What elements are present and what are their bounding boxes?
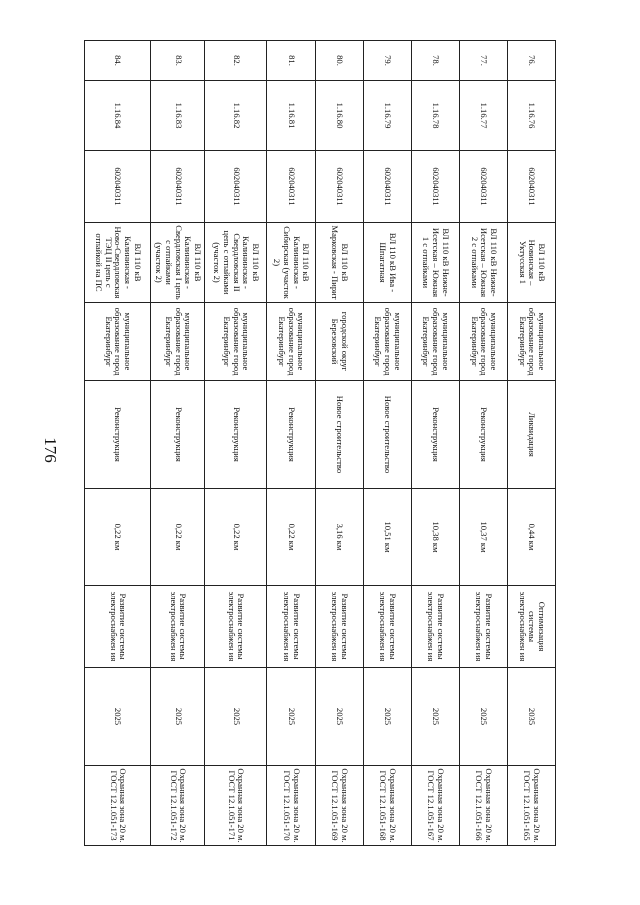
cell-location: муниципальное образование город Екатеринбург [459, 303, 507, 381]
table-row [459, 41, 507, 846]
cell-year: 2025 [411, 668, 459, 766]
cell-num: 76. [507, 41, 555, 81]
cell-code: 1.16.79 [363, 81, 411, 151]
cell-code: 1.16.80 [315, 81, 363, 151]
cell-code: 1.16.84 [85, 81, 151, 151]
cell-num: 80. [315, 41, 363, 81]
cell-year: 2025 [85, 668, 151, 766]
cell-action: Реконструкция [205, 381, 267, 489]
cell-purpose: Развитие системы электроснабжен ия [411, 586, 459, 668]
cell-code: 1.16.81 [267, 81, 315, 151]
cell-purpose: Развитие системы электроснабжен ия [267, 586, 315, 668]
cell-location: муниципальное образование город Екатеринбург [411, 303, 459, 381]
cell-name: ВЛ 110 кВ Нижне-Исетская – Южная 2 с отпайками [459, 223, 507, 303]
table-row [151, 41, 205, 846]
cell-length: 10,51 км [363, 489, 411, 586]
cell-num: 82. [205, 41, 267, 81]
cell-code: 1.16.83 [151, 81, 205, 151]
cell-name: ВЛ 110 кВ Калининская - Ново-Свердловская ТЭЦ II цепь с отпайкой на ПС [85, 223, 151, 303]
cell-num: 84. [85, 41, 151, 81]
objects-table [84, 40, 556, 846]
cell-name: ВЛ 110 кВ Марковская - Пирит [315, 223, 363, 303]
cell-length: 0,44 км [507, 489, 555, 586]
cell-action: Реконструкция [411, 381, 459, 489]
cell-id: 602040311 [205, 151, 267, 223]
cell-year: 2025 [267, 668, 315, 766]
cell-name: ВЛ 110 кВ Новинская – Уктусская 1 [507, 223, 555, 303]
cell-action: Ликвидация [507, 381, 555, 489]
cell-action: Реконструкция [459, 381, 507, 489]
cell-year: 2025 [151, 668, 205, 766]
table-row [315, 41, 363, 846]
cell-num: 77. [459, 41, 507, 81]
cell-code: 1.16.78 [411, 81, 459, 151]
cell-location: городской округ Березовский [315, 303, 363, 381]
cell-location: муниципальное образование город Екатеринбург [267, 303, 315, 381]
cell-id: 602040311 [459, 151, 507, 223]
cell-id: 602040311 [85, 151, 151, 223]
cell-num: 81. [267, 41, 315, 81]
cell-location: муниципальное образование город Екатеринбург [151, 303, 205, 381]
cell-length: 0,22 км [205, 489, 267, 586]
cell-year: 2025 [363, 668, 411, 766]
cell-code: 1.16.76 [507, 81, 555, 151]
cell-name: ВЛ 110 кВ Ива - Шпагатная [363, 223, 411, 303]
cell-zone: Охранная зона 20 м. ГОСТ 12.1.051-172 [151, 766, 205, 846]
cell-zone: Охранная зона 20 м. ГОСТ 12.1.051-173 [85, 766, 151, 846]
cell-length: 10,37 км [459, 489, 507, 586]
cell-zone: Охранная зона 20 м. ГОСТ 12.1.051-166 [459, 766, 507, 846]
cell-length: 0,22 км [151, 489, 205, 586]
cell-purpose: Развитие системы электроснабжен ия [459, 586, 507, 668]
cell-code: 1.16.77 [459, 81, 507, 151]
cell-num: 79. [363, 41, 411, 81]
table-row [411, 41, 459, 846]
table-body [85, 41, 556, 846]
cell-purpose: Развитие системы электроснабжен ия [151, 586, 205, 668]
cell-zone: Охранная зона 20 м. ГОСТ 12.1.051-171 [205, 766, 267, 846]
cell-length: 0,22 км [267, 489, 315, 586]
cell-length: 0,22 км [85, 489, 151, 586]
table-row [85, 41, 151, 846]
cell-location: муниципальное образование город Екатеринбург [205, 303, 267, 381]
cell-location: муниципальное образование город Екатеринбург [363, 303, 411, 381]
table-row [363, 41, 411, 846]
cell-year: 2025 [459, 668, 507, 766]
cell-name: ВЛ 110 кВ Калининская - Сибирская (участок 2) [267, 223, 315, 303]
cell-purpose: Оптимизация системы электроснабжен ия [507, 586, 555, 668]
cell-id: 602040311 [507, 151, 555, 223]
cell-action: Реконструкция [151, 381, 205, 489]
cell-action: Новое строительство [363, 381, 411, 489]
cell-num: 83. [151, 41, 205, 81]
cell-length: 10,38 км [411, 489, 459, 586]
page-number: 176 [41, 437, 60, 463]
table-row [205, 41, 267, 846]
cell-id: 602040311 [267, 151, 315, 223]
cell-action: Реконструкция [267, 381, 315, 489]
cell-id: 602040311 [315, 151, 363, 223]
cell-zone: Охранная зона 20 м. ГОСТ 12.1.051-165 [507, 766, 555, 846]
cell-name: ВЛ 110 кВ Нижне-Исетская – Южная 1 с отпайками [411, 223, 459, 303]
table-row [267, 41, 315, 846]
cell-name: ВЛ 110 кВ Калининская - Свердловская II цепь с отпайками (участок 2) [205, 223, 267, 303]
cell-num: 78. [411, 41, 459, 81]
cell-id: 602040311 [363, 151, 411, 223]
table-row [507, 41, 555, 846]
cell-purpose: Развитие системы электроснабжен ия [363, 586, 411, 668]
cell-name: ВЛ 110 кВ Калининская - Свердловская I цепь с отпайками (участок 2) [151, 223, 205, 303]
cell-zone: Охранная зона 20 м. ГОСТ 12.1.051-169 [315, 766, 363, 846]
cell-location: муниципальное образование город Екатеринбург [507, 303, 555, 381]
cell-year: 2025 [315, 668, 363, 766]
cell-zone: Охранная зона 20 м. ГОСТ 12.1.051-168 [363, 766, 411, 846]
cell-location: муниципальное образование город Екатеринбург [85, 303, 151, 381]
cell-id: 602040311 [151, 151, 205, 223]
cell-action: Реконструкция [85, 381, 151, 489]
cell-purpose: Развитие системы электроснабжен ия [85, 586, 151, 668]
cell-zone: Охранная зона 20 м. ГОСТ 12.1.051-170 [267, 766, 315, 846]
cell-id: 602040311 [411, 151, 459, 223]
cell-year: 2035 [507, 668, 555, 766]
cell-purpose: Развитие системы электроснабжен ия [315, 586, 363, 668]
cell-zone: Охранная зона 20 м. ГОСТ 12.1.051-167 [411, 766, 459, 846]
cell-code: 1.16.82 [205, 81, 267, 151]
cell-action: Новое строительство [315, 381, 363, 489]
cell-year: 2025 [205, 668, 267, 766]
cell-length: 3,16 км [315, 489, 363, 586]
cell-purpose: Развитие системы электроснабжен ия [205, 586, 267, 668]
